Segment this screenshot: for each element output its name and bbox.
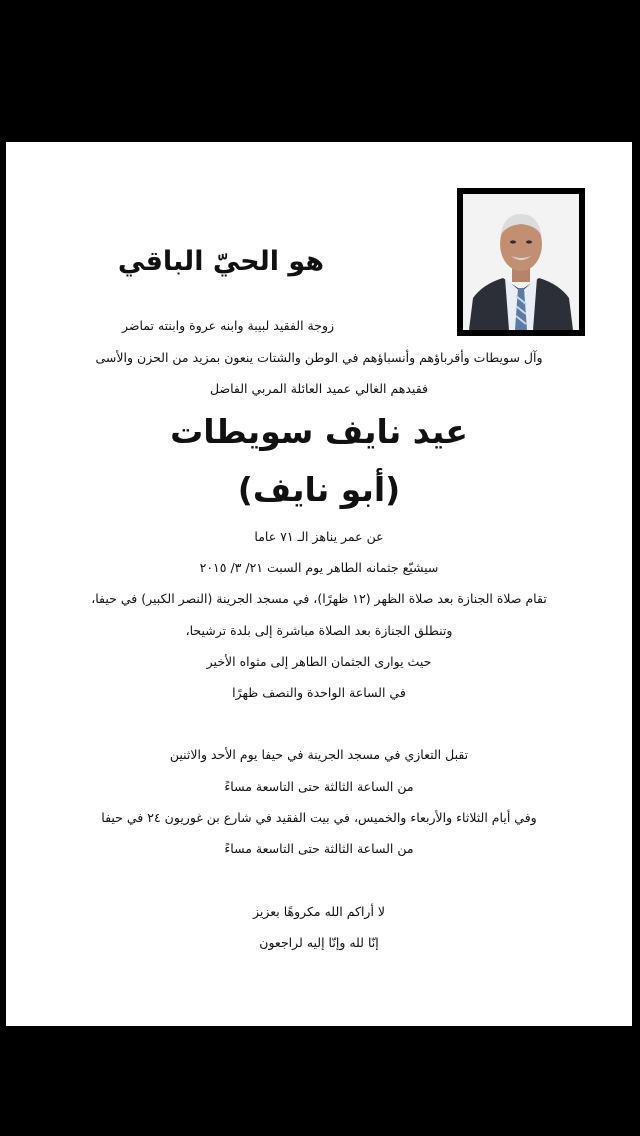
notice-heading: هو الحيّ الباقي xyxy=(117,246,325,277)
deceased-portrait-photo xyxy=(463,194,579,330)
deceased-kunya: (أبو نايف) xyxy=(237,470,401,509)
funeral-line-1: عن عمر يناهز الـ ٧١ عاما xyxy=(254,529,384,544)
obituary-notice xyxy=(6,142,632,1026)
intro-line-1: زوجة الفقيد لبيبة وابنه عروة وابنته تماضر xyxy=(121,318,335,333)
funeral-line-3: تقام صلاة الجنازة بعد صلاة الظهر (١٢ ظهرًا)، في مسجد الجرينة (النصر الكبير) في حيفا، xyxy=(91,591,547,606)
deceased-photo-frame xyxy=(457,188,585,336)
closing-line-1: لا أراكم الله مكروهًا بعزيز xyxy=(252,904,386,919)
funeral-line-2: سيشيّع جثمانه الطاهر يوم السبت ٢١/ ٣/ ٢٠١٥ xyxy=(199,560,439,575)
funeral-line-5: حيث يوارى الجثمان الطاهر إلى مثواه الأخير xyxy=(206,654,432,669)
intro-line-3: فقيدهم الغالي عميد العائلة المربي الفاضل xyxy=(209,381,428,396)
condolence-line-4: من الساعة الثالثة حتى التاسعة مساءً xyxy=(224,841,414,856)
funeral-line-4: وتنطلق الجنازة بعد الصلاة مباشرة إلى بلدة ترشيحا، xyxy=(185,623,453,638)
condolence-line-2: من الساعة الثالثة حتى التاسعة مساءً xyxy=(224,779,414,794)
condolence-line-3: وفي أيام الثلاثاء والأربعاء والخميس، في بيت الفقيد في شارع بن غوريون ٢٤ في حيفا xyxy=(101,810,537,825)
intro-line-2: وآل سويطات وأقرباؤهم وأنسباؤهم في الوطن والشتات ينعون بمزيد من الحزن والأسى xyxy=(95,350,543,365)
condolence-line-1: تقبل التعازي في مسجد الجرينة في حيفا يوم الأحد والاثنين xyxy=(169,747,469,762)
closing-line-2: إنّا لله وإنّا إليه لراجعون xyxy=(259,935,379,950)
deceased-name: عيد نايف سويطات xyxy=(170,412,468,451)
funeral-line-6: في الساعة الواحدة والنصف ظهرًا xyxy=(232,685,406,700)
